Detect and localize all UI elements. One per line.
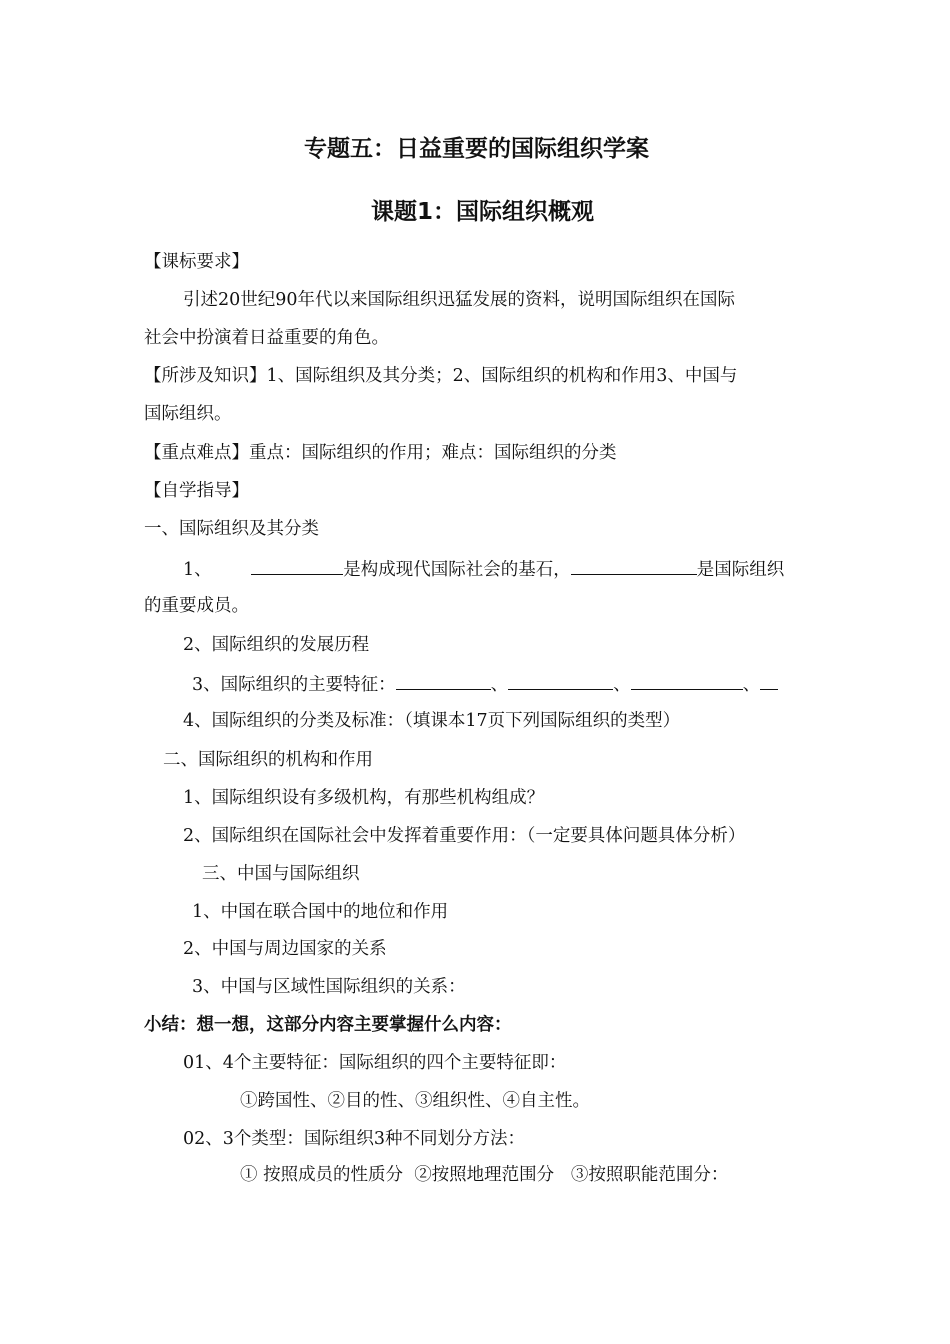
fill-blank[interactable]: [631, 671, 743, 690]
lesson-title: 课题1：国际组织概观: [371, 199, 595, 225]
item-2-1: 1、国际组织设有多级机构，有那些机构组成？: [183, 788, 545, 808]
self-study-heading: 【自学指导】: [144, 481, 249, 501]
item-number: 1、: [183, 560, 212, 580]
fill-blank[interactable]: [571, 556, 697, 575]
separator: 、: [490, 675, 509, 695]
fill-blank[interactable]: [760, 671, 778, 690]
summary-01-items: ①跨国性、②目的性、③组织性、④自主性。: [240, 1091, 590, 1111]
item-text: 3、国际组织的主要特征：: [192, 675, 396, 695]
knowledge-line-1: 【所涉及知识】1、国际组织及其分类；2、国际组织的机构和作用3、中国与: [144, 366, 738, 386]
item-3-3: 3、中国与区域性国际组织的关系：: [192, 977, 466, 997]
curriculum-heading: 【课标要求】: [144, 252, 249, 272]
item-text: 是构成现代国际社会的基石，: [343, 560, 571, 580]
key-difficult-points: 【重点难点】重点：国际组织的作用；难点：国际组织的分类: [144, 443, 617, 463]
fill-blank[interactable]: [396, 671, 491, 690]
separator: 、: [613, 675, 631, 695]
item-3-1: 1、中国在联合国中的地位和作用: [192, 902, 449, 922]
item-3-2: 2、中国与周边国家的关系: [183, 939, 387, 959]
item-1-3: [192, 671, 778, 697]
item-2-2: 2、国际组织在国际社会中发挥着重要作用：（一定要具体问题具体分析）: [183, 826, 746, 846]
curriculum-text-line-2: 社会中扮演着日益重要的角色。: [144, 328, 389, 348]
separator: 、: [742, 675, 761, 695]
item-1-1-line-1: [183, 556, 784, 582]
section-3-heading: 三、中国与国际组织: [202, 864, 360, 884]
fill-blank[interactable]: [251, 556, 343, 575]
item-1-1-line-2: 的重要成员。: [144, 596, 249, 616]
item-text: 是国际组织: [696, 560, 785, 580]
section-2-heading: 二、国际组织的机构和作用: [163, 750, 373, 770]
summary-01: 01、4个主要特征：国际组织的四个主要特征即：: [183, 1053, 567, 1073]
fill-blank[interactable]: [508, 671, 613, 690]
knowledge-line-2: 国际组织。: [144, 404, 232, 424]
section-1-heading: 一、国际组织及其分类: [144, 519, 319, 539]
item-1-2: 2、国际组织的发展历程: [183, 635, 370, 655]
item-1-4: 4、国际组织的分类及标准：（填课本17页下列国际组织的类型）: [183, 711, 681, 731]
summary-02-items: ① 按照成员的性质分 ②按照地理范围分 ③按照职能范围分：: [240, 1165, 729, 1185]
summary-heading: 小结：想一想，这部分内容主要掌握什么内容：: [144, 1015, 512, 1035]
document-title: 专题五：日益重要的国际组织学案: [304, 136, 649, 162]
curriculum-text-line-1: 引述20世纪90年代以来国际组织迅猛发展的资料，说明国际组织在国际: [183, 290, 736, 310]
summary-02: 02、3个类型：国际组织3种不同划分方法：: [183, 1129, 526, 1149]
